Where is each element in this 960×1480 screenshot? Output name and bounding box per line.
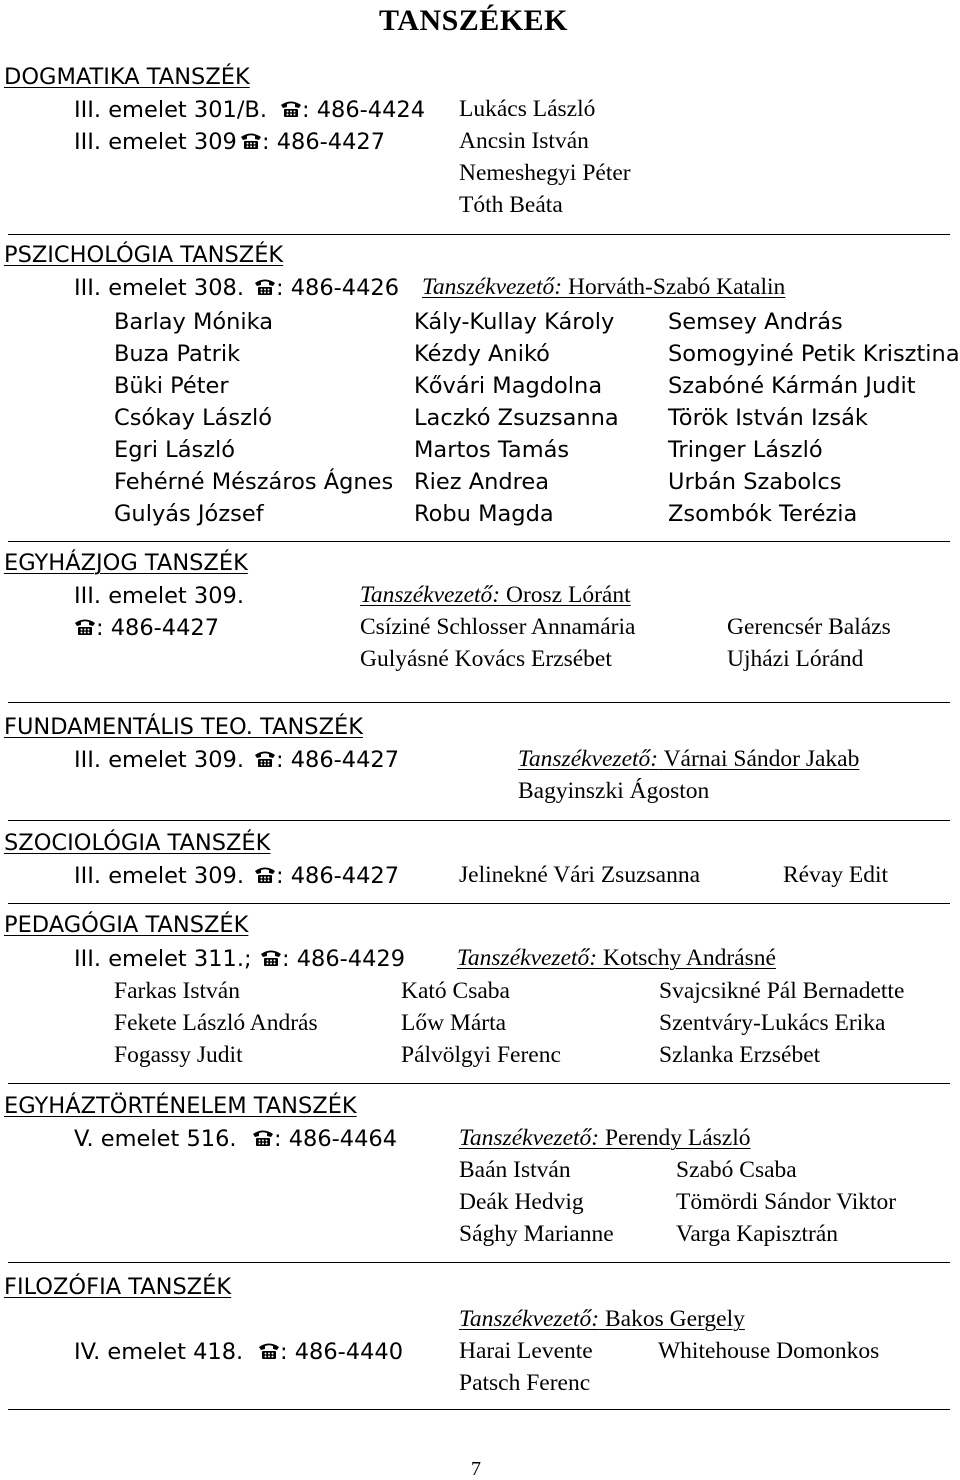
telephone-icon xyxy=(254,864,276,884)
dogmatika-phone-2: : 486-4427 xyxy=(262,129,386,155)
pszichologia-member: Egri László xyxy=(114,437,236,463)
egyhaztortenelem-member: Sághy Marianne xyxy=(459,1221,614,1247)
dogmatika-member: Nemeshegyi Péter xyxy=(459,160,631,186)
pszichologia-member: Semsey András xyxy=(668,309,843,335)
pszichologia-member: Török István Izsák xyxy=(668,405,868,431)
pszichologia-member: Szabóné Kármán Judit xyxy=(668,373,916,399)
egyhaztortenelem-phone: : 486-4464 xyxy=(274,1126,398,1152)
dogmatika-phone-1: : 486-4424 xyxy=(302,97,426,123)
fundamentalis-head: Tanszékvezető: Várnai Sándor Jakab xyxy=(518,746,860,772)
pszichologia-member: Robu Magda xyxy=(414,501,554,527)
page-number: 7 xyxy=(471,1458,481,1480)
egyhaztortenelem-head: Tanszékvezető: Perendy László xyxy=(459,1125,751,1151)
telephone-icon xyxy=(260,947,282,967)
section-divider xyxy=(8,234,950,235)
pszichologia-member: Barlay Mónika xyxy=(114,309,274,335)
pszichologia-member: Urbán Szabolcs xyxy=(668,469,842,495)
filozofia-member: Patsch Ferenc xyxy=(459,1370,591,1396)
egyhazjog-member: Csíziné Schlosser Annamária xyxy=(360,614,636,640)
pszichologia-member: Laczkó Zsuzsanna xyxy=(414,405,619,431)
dogmatika-member: Tóth Beáta xyxy=(459,192,563,218)
dogmatika-member: Ancsin István xyxy=(459,128,589,154)
telephone-icon xyxy=(280,98,302,118)
egyhaztortenelem-member: Deák Hedvig xyxy=(459,1189,584,1215)
pszichologia-member: Csókay László xyxy=(114,405,272,431)
pszichologia-member: Martos Tamás xyxy=(414,437,570,463)
section-divider xyxy=(8,903,950,904)
pedagogia-heading: PEDAGÓGIA TANSZÉK xyxy=(4,912,249,938)
pszichologia-member: Gulyás József xyxy=(114,501,264,527)
pedagogia-location: III. emelet 311.; xyxy=(74,946,252,972)
telephone-icon xyxy=(252,1127,274,1147)
pedagogia-member: Lőw Márta xyxy=(401,1010,507,1036)
section-divider xyxy=(8,1262,950,1263)
pszichologia-member: Zsombók Terézia xyxy=(668,501,858,527)
pedagogia-member: Fekete László András xyxy=(114,1010,318,1036)
egyhaztortenelem-location: V. emelet 516. xyxy=(74,1126,237,1152)
pszichologia-member: Buza Patrik xyxy=(114,341,241,367)
filozofia-head: Tanszékvezető: Bakos Gergely xyxy=(459,1306,745,1332)
telephone-icon xyxy=(74,616,96,636)
pszichologia-member: Kézdy Anikó xyxy=(414,341,550,367)
pedagogia-phone: : 486-4429 xyxy=(282,946,406,972)
pedagogia-member: Fogassy Judit xyxy=(114,1042,243,1068)
szociologia-location: III. emelet 309. xyxy=(74,863,244,889)
fundamentalis-member: Bagyinszki Ágoston xyxy=(518,778,710,804)
egyhaztortenelem-member: Tömördi Sándor Viktor xyxy=(676,1189,897,1215)
fundamentalis-location: III. emelet 309. xyxy=(74,747,244,773)
pszichologia-member: Riez Andrea xyxy=(414,469,550,495)
egyhazjog-location: III. emelet 309. xyxy=(74,583,244,609)
section-divider xyxy=(8,702,950,703)
fundamentalis-heading: FUNDAMENTÁLIS TEO. TANSZÉK xyxy=(4,714,363,740)
pszichologia-head: Tanszékvezető: Horváth-Szabó Katalin xyxy=(422,274,786,300)
egyhaztortenelem-member: Szabó Csaba xyxy=(676,1157,797,1183)
pszichologia-member: Fehérné Mészáros Ágnes xyxy=(114,469,394,495)
dogmatika-member: Lukács László xyxy=(459,96,596,122)
pszichologia-phone: : 486-4426 xyxy=(276,275,400,301)
telephone-icon xyxy=(254,748,276,768)
telephone-icon xyxy=(254,276,276,296)
szociologia-heading: SZOCIOLÓGIA TANSZÉK xyxy=(4,830,271,856)
egyhaztortenelem-heading: EGYHÁZTÖRTÉNELEM TANSZÉK xyxy=(4,1093,357,1119)
egyhaztortenelem-member: Varga Kapisztrán xyxy=(676,1221,839,1247)
pedagogia-member: Kató Csaba xyxy=(401,978,510,1004)
pedagogia-member: Pálvölgyi Ferenc xyxy=(401,1042,561,1068)
telephone-icon xyxy=(240,130,262,150)
egyhazjog-member: Gerencsér Balázs xyxy=(727,614,891,640)
section-divider xyxy=(8,541,950,542)
pszichologia-location: III. emelet 308. xyxy=(74,275,244,301)
pedagogia-head: Tanszékvezető: Kotschy Andrásné xyxy=(457,945,776,971)
pszichologia-member: Büki Péter xyxy=(114,373,229,399)
pedagogia-member: Svajcsikné Pál Bernadette xyxy=(659,978,905,1004)
filozofia-member: Harai Levente xyxy=(459,1338,593,1364)
pszichologia-heading: PSZICHOLÓGIA TANSZÉK xyxy=(4,242,284,268)
szociologia-member: Jelinekné Vári Zsuzsanna xyxy=(459,862,701,888)
pedagogia-member: Szlanka Erzsébet xyxy=(659,1042,821,1068)
egyhazjog-heading: EGYHÁZJOG TANSZÉK xyxy=(4,550,248,576)
egyhaztortenelem-member: Baán István xyxy=(459,1157,571,1183)
fundamentalis-phone: : 486-4427 xyxy=(276,747,400,773)
pszichologia-member: Kővári Magdolna xyxy=(414,373,603,399)
egyhazjog-member: Ujházi Lóránd xyxy=(727,646,864,672)
dogmatika-heading: DOGMATIKA TANSZÉK xyxy=(4,64,250,90)
filozofia-heading: FILOZÓFIA TANSZÉK xyxy=(4,1274,232,1300)
filozofia-location: IV. emelet 418. xyxy=(74,1339,244,1365)
egyhazjog-member: Gulyásné Kovács Erzsébet xyxy=(360,646,612,672)
dogmatika-location-1: III. emelet 301/B. xyxy=(74,97,267,123)
pszichologia-member: Somogyiné Petik Krisztina xyxy=(668,341,960,367)
egyhazjog-head: Tanszékvezető: Orosz Lóránt xyxy=(360,582,631,608)
szociologia-member: Révay Edit xyxy=(783,862,889,888)
filozofia-phone: : 486-4440 xyxy=(280,1339,404,1365)
section-divider xyxy=(8,1409,950,1410)
pedagogia-member: Farkas István xyxy=(114,978,240,1004)
pszichologia-member: Tringer László xyxy=(668,437,823,463)
section-divider xyxy=(8,820,950,821)
section-divider xyxy=(8,1083,950,1084)
pszichologia-member: Kály-Kullay Károly xyxy=(414,309,615,335)
egyhazjog-phone: : 486-4427 xyxy=(96,615,220,641)
szociologia-phone: : 486-4427 xyxy=(276,863,400,889)
page-title: TANSZÉKEK xyxy=(379,4,568,37)
pedagogia-member: Szentváry-Lukács Erika xyxy=(659,1010,886,1036)
dogmatika-location-2: III. emelet 309 xyxy=(74,129,237,155)
telephone-icon xyxy=(258,1340,280,1360)
filozofia-member: Whitehouse Domonkos xyxy=(658,1338,880,1364)
